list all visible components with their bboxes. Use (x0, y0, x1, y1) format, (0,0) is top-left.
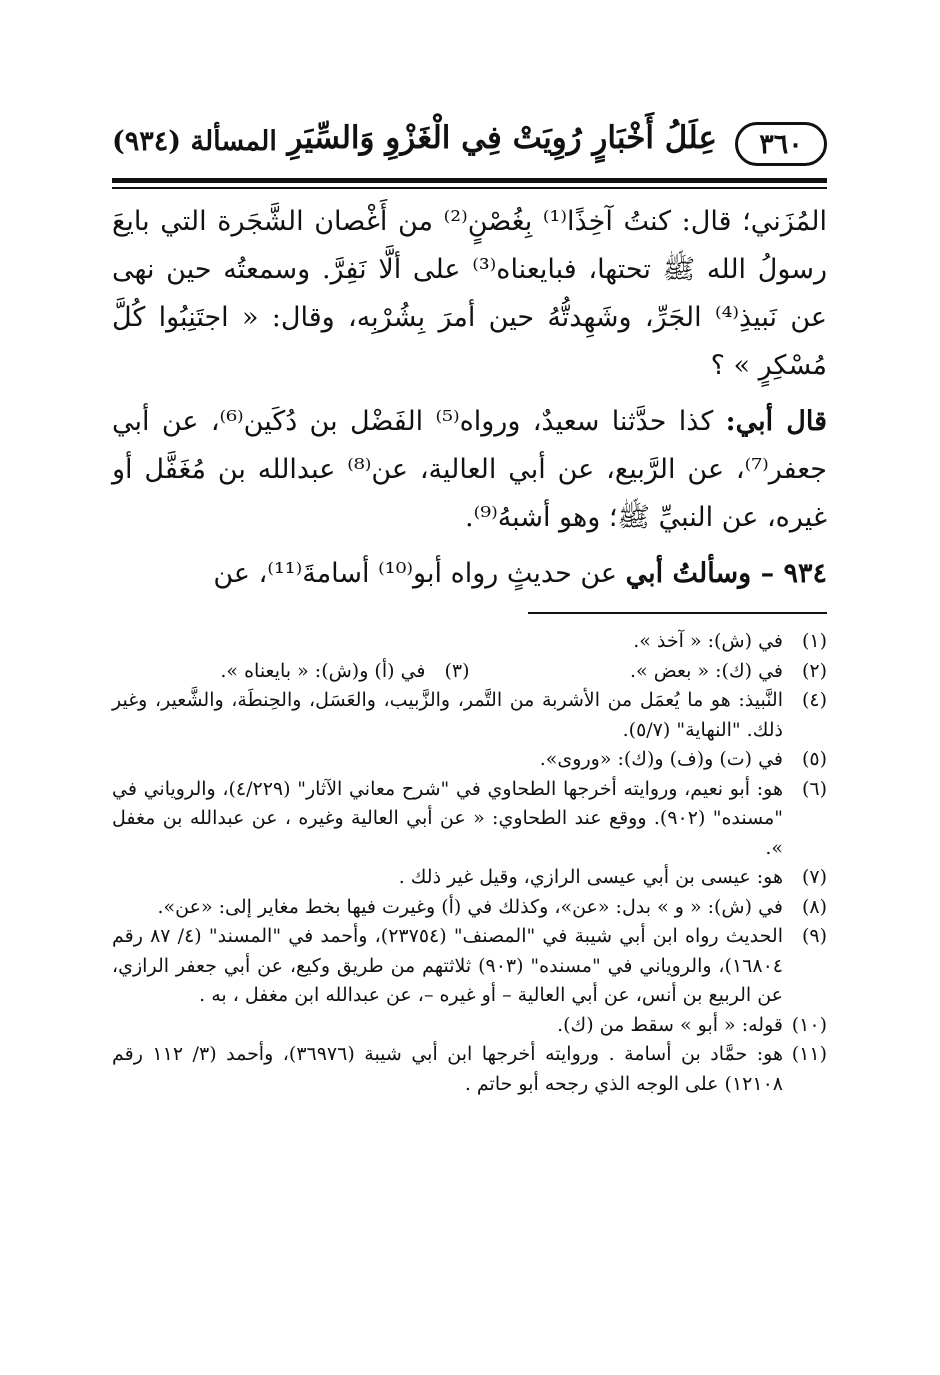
paragraph-3 (112, 550, 827, 598)
footnote-6 (112, 775, 827, 864)
paragraph-2-text: كذا حدَّثنا سعيدٌ، ورواه⁽⁵⁾ الفَضْل بن دُكَين⁽⁶⁾، عن أبي جعفر⁽⁷⁾، عن الرَّبيع، عن أبي العالية، عن⁽⁸⁾ عبدالله بن مُغَفَّل أو غيره، عن النبيِّ ﷺ؛ وهو أشبهُ⁽⁹⁾. (112, 406, 827, 533)
footnote-text: قوله: « أبو » سقط من (ك). (557, 1013, 783, 1036)
book-title: عِلَلُ أَخْبَارٍ رُوِيَتْ فِي الْغَزْوِ وَالسِّيَرِ (287, 120, 717, 156)
footnote-text: في (ك): « بعض ». (630, 659, 783, 682)
issue-label: المسألة (٩٣٤) (112, 126, 277, 157)
footnote-number: (٧) (801, 866, 827, 888)
footnote-text: في (ش): « و » بدل: «عن»، وكذلك في (أ) وغيرت فيها بخط مغاير إلى: «عن». (157, 895, 783, 918)
footnote-number: (٩) (801, 925, 827, 947)
main-text (112, 198, 827, 606)
footnote-number: (١٠) (791, 1013, 827, 1036)
page-header (112, 118, 827, 178)
footnote-number: (٣) (444, 659, 470, 682)
footnote-text: في (ش): « آخذ ». (633, 630, 783, 652)
footnote-text: في (ت) و(ف) و(ك): «وروى». (539, 748, 783, 770)
footnote-7 (112, 863, 827, 893)
footnote-number: (٢) (801, 659, 827, 682)
footnote-number: (٦) (801, 777, 827, 800)
footnote-5 (112, 745, 827, 775)
page-number: ٣٦٠ (735, 122, 827, 166)
paragraph-1: المُزَني؛ قال: كنتُ آخِذًا⁽¹⁾ بِغُصْنٍ⁽²⁾ من أَغْصان الشَّجَرة التي بايعَ رسولُ الله ﷺ تحتها، فبايعناه⁽³⁾ على ألَّا نَفِرَّ. وسمعتُه حين نهى عن نَبيذِ⁽⁴⁾ الجَرِّ، وشَهِدتُّهُ حين أمرَ بِشُرْبِه، وقال: « اجتَنِبُوا كُلَّ مُسْكِرٍ » ؟ (112, 206, 827, 381)
paragraph-2 (112, 398, 827, 542)
footnotes (112, 627, 827, 1099)
footnote-11 (112, 1040, 827, 1099)
footnote-number: (٤) (801, 689, 827, 711)
footnote-text: في (أ) و(ش): « بايعناه ». (220, 659, 426, 682)
header-rule-thick (112, 178, 827, 183)
footnote-number: (٨) (801, 895, 827, 918)
footnote-separator (528, 612, 827, 614)
footnote-4 (112, 686, 827, 745)
footnote-row-2-3 (112, 657, 827, 687)
issue-heading: ٩٣٤ – وسألتُ أبي (625, 558, 827, 589)
footnote-10 (112, 1011, 827, 1041)
paragraph-2-lead: قال أبي: (725, 406, 828, 437)
footnote-number: (١١) (791, 1043, 827, 1065)
footnote-text: هو: حمَّاد بن أسامة . وروايته أخرجها ابن أبي شيبة (٣٦٩٧٦)، وأحمد (٣/ ١١٢ رقم ١٢١٠٨) على الوجه الذي رجحه أبو حاتم . (112, 1043, 783, 1095)
footnote-number: (٥) (801, 748, 827, 770)
footnote-1 (112, 627, 827, 657)
footnote-3 (112, 657, 470, 687)
footnote-text: هو: عيسى بن أبي عيسى الرازي، وقيل غير ذلك . (398, 866, 783, 888)
footnote-text: النَّبيذ: هو ما يُعمَل من الأشربة من التَّمر، والزَّبيب، والعَسَل، والحِنطَة، والشَّعير، وغير ذلك. "النهاية" (٥/٧). (112, 689, 783, 741)
footnote-text: الحديث رواه ابن أبي شيبة في "المصنف" (٢٣٧٥٤)، وأحمد في "المسند" (٤/ ٨٧ رقم ١٦٨٠٤)، والروياني في "مسنده" (٩٠٣) ثلاثتهم من طريق وكيع، عن أبي جعفر الرازي، عن الربيع بن أنس، عن أبي العالية – أو غيره –، عن عبدالله ابن مغفل ، به . (112, 925, 783, 1006)
footnote-number: (١) (801, 630, 827, 652)
paragraph-3-text: عن حديثٍ رواه أبو⁽¹⁰⁾ أسامةَ⁽¹¹⁾، عن (213, 558, 626, 589)
footnote-2 (470, 657, 828, 687)
footnote-9 (112, 922, 827, 1011)
footnote-text: هو: أبو نعيم، وروايته أخرجها الطحاوي في "شرح معاني الآثار" (٤/٢٢٩)، والروياني في "مسنده" (٩٠٢). ووقع عند الطحاوي: « عن أبي العالية وغيره ، عن عبدالله بن مغفل ». (112, 777, 784, 859)
footnote-8 (112, 893, 827, 923)
header-rule-thin (112, 187, 827, 189)
